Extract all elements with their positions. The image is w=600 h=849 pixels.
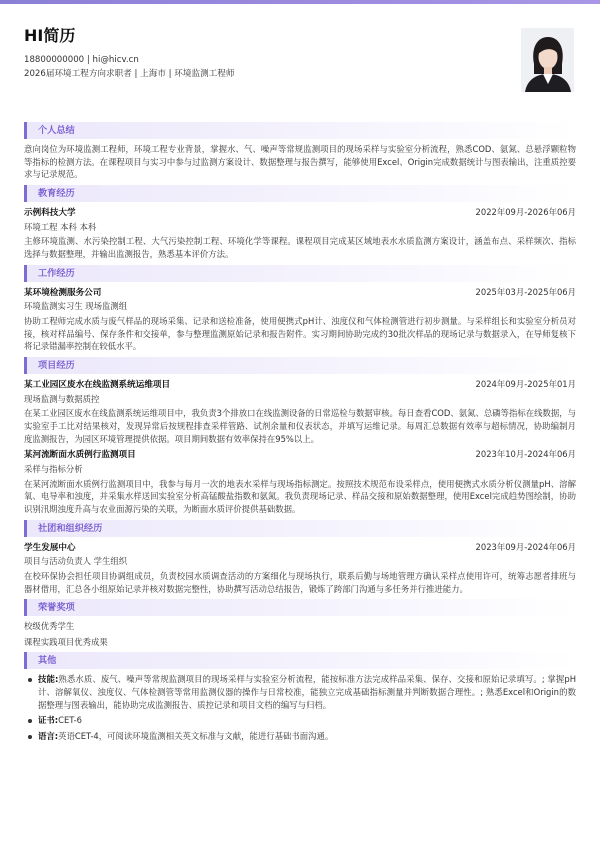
degree-line: 环境工程 本科 本科 xyxy=(24,221,97,232)
projects-section xyxy=(24,357,576,516)
section-title: 社团和组织经历 xyxy=(38,522,103,534)
company-name: 某环境检测服务公司 xyxy=(24,287,102,298)
award-item: 校级优秀学生 xyxy=(24,621,75,632)
entry-date: 2024年09月-2025年01月 xyxy=(475,378,576,389)
work-section xyxy=(24,265,576,353)
work-entry xyxy=(24,286,576,353)
other-item-skills xyxy=(24,673,576,711)
item-text: 熟悉水质、废气、噪声等常规监测项目的现场采样与实验室分析流程，能按标准方法完成样品采集、保存、交接和原始记录填写。; 掌握pH计、溶解氧仪、浊度仪、气体检测管等常用监测仪器的操作与日常校准，能独立完成基础指标测量并判断数据合理性。; 熟悉Excel和Origin的数据整理与图表输出，能协助完成监测报告、质控记录和项目文档的编写与归档。 xyxy=(38,674,576,710)
top-accent-bar xyxy=(0,0,600,4)
organization-role: 项目与活动负责人 学生组织 xyxy=(24,556,128,567)
item-text: CET-6 xyxy=(58,715,82,726)
section-header-other xyxy=(24,652,576,669)
contact-line: 18800000000 | hi@hicv.cn xyxy=(24,54,139,65)
project-entry xyxy=(24,378,576,445)
item-text: 英语CET-4，可阅读环境监测相关英文标准与文献，能进行基础书面沟通。 xyxy=(58,730,334,741)
campus-entry xyxy=(24,541,576,596)
section-header-summary xyxy=(24,122,576,139)
entry-description: 协助工程师完成水质与废气样品的现场采集、记录和送检准备，使用便携式pH计、浊度仪和气体检测管进行初步测量。与采样组长和实验室分析员对接，核对样品编号、保存条件和交接单，参与整理监测原始记录和报告附件。实习期间协助完成约30批次样品的现场记录与数据录入，在导师复核下将记录错漏率控制在较低水平。 xyxy=(24,316,576,352)
profile-photo xyxy=(521,28,574,92)
section-header-work xyxy=(24,265,576,282)
other-item-certificate xyxy=(24,714,576,727)
education-section xyxy=(24,185,576,261)
candidate-name: HI简历 xyxy=(24,26,76,45)
section-title: 工作经历 xyxy=(38,267,75,279)
position-line: 环境监测实习生 现场监测组 xyxy=(24,301,128,312)
education-entry xyxy=(24,206,576,261)
entry-date: 2023年10月-2024年06月 xyxy=(475,449,576,460)
section-title: 项目经历 xyxy=(38,359,75,371)
section-title: 个人总结 xyxy=(38,125,75,136)
section-header-education xyxy=(24,185,576,202)
avatar xyxy=(521,28,574,92)
section-header-projects xyxy=(24,357,576,374)
other-section xyxy=(24,652,576,742)
contact-info xyxy=(24,53,234,81)
section-title: 其他 xyxy=(38,655,57,667)
organization-name: 学生发展中心 xyxy=(24,542,76,553)
entry-description: 在校环保协会担任项目协调组成员，负责校园水质调查活动的方案细化与现场执行，联系后勤与场地管理方确认采样点使用许可，统筹志愿者排班与器材借用，汇总各小组原始记录并核对数据完整性，协助撰写活动总结报告，锻炼了跨部门沟通与多任务并行推进能力。 xyxy=(24,571,576,594)
resume-header xyxy=(24,26,234,81)
other-item-language xyxy=(24,730,576,743)
project-role: 采样与指标分析 xyxy=(24,464,83,475)
item-key: 语言: xyxy=(38,730,59,741)
section-header-campus xyxy=(24,520,576,537)
resume-content xyxy=(24,118,576,746)
project-role: 现场监测与数据质控 xyxy=(24,393,100,404)
campus-section xyxy=(24,520,576,596)
entry-date: 2025年03月-2025年06月 xyxy=(475,286,576,297)
award-item: 课程实践项目优秀成果 xyxy=(24,636,108,647)
item-key: 证书: xyxy=(38,715,59,726)
project-name: 某河流断面水质例行监测项目 xyxy=(24,450,136,461)
entry-description: 主修环境监测、水污染控制工程、大气污染控制工程、环境化学等课程。课程项目完成某区域地表水水质监测方案设计，涵盖布点、采样频次、指标选择与数据整理，并输出监测报告，熟悉基本评价方法。 xyxy=(24,236,576,259)
section-header-awards xyxy=(24,599,576,616)
job-intent-line: 2026届环境工程方向求职者 | 上海市 | 环境监测工程师 xyxy=(24,68,235,79)
project-entry xyxy=(24,448,576,515)
section-title: 荣誉奖项 xyxy=(38,602,75,614)
awards-section xyxy=(24,599,576,648)
other-list xyxy=(24,673,576,742)
summary-section xyxy=(24,122,576,181)
school-name: 示例科技大学 xyxy=(24,207,76,218)
project-name: 某工业园区废水在线监测系统运维项目 xyxy=(24,379,171,390)
summary-text: 意向岗位为环境监测工程师，环境工程专业背景，掌握水、气、噪声等常规监测项目的现场采样与实验室分析流程，熟悉COD、氨氮、总悬浮颗粒物等指标的检测方法。在课程项目与实习中参与过监测方案设计、数据整理与报告撰写，能够使用Excel、Origin完成数据统计与图表输出，注重质控要求与记录规范。 xyxy=(24,144,576,180)
entry-date: 2022年09月-2026年06月 xyxy=(475,206,576,217)
entry-description: 在某工业园区废水在线监测系统运维项目中，我负责3个排放口在线监测设备的日常巡检与数据审核。每日查看COD、氨氮、总磷等指标在线数据，与实验室手工比对结果核对，发现异常后按规程排查采样管路、试剂余量和仪表状态，并填写运维记录。每周汇总数据有效率与超标情况，协助编制月度监测报告，为园区环境管理提供依据。项目期间数据有效率保持在95%以上。 xyxy=(24,408,576,444)
section-title: 教育经历 xyxy=(38,187,75,199)
entry-description: 在某河流断面水质例行监测项目中，我参与每月一次的地表水采样与现场指标测定。按照技术规范布设采样点，使用便携式水质分析仪测量pH、溶解氧、电导率和浊度，并采集水样送回实验室分析高锰酸盐指数和氨氮。我负责现场记录、样品交接和原始数据整理，使用Excel完成趋势图绘制，协助识别汛期浊度升高与农业面源污染的关联，为断面水质评价提供基础数据。 xyxy=(24,478,576,514)
entry-date: 2023年09月-2024年06月 xyxy=(475,541,576,552)
item-key: 技能: xyxy=(38,674,59,685)
